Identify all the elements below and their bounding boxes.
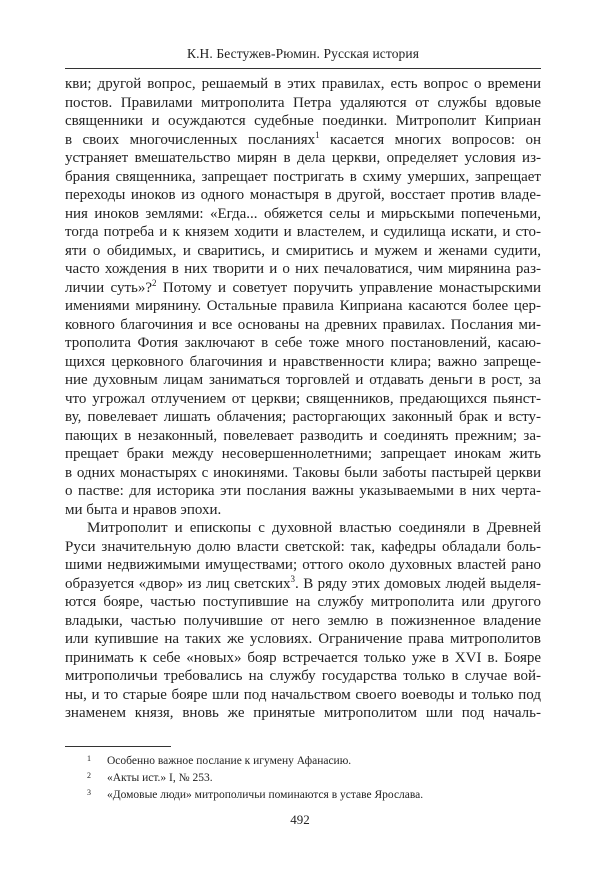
- text-line: ния иноков землями: «Егда... обяжется селы и мирьскыми попеченьми,: [65, 205, 541, 222]
- text-line: в одних монастырях с инокинями. Таковы были заботы пастырей церкви: [65, 464, 541, 481]
- text-line: переходы иноков из одного монастыря в другой, восстает против владе-: [65, 187, 541, 203]
- text-line: ковного благочиния и все основаны на древних правилах. Послания ми-: [65, 316, 541, 333]
- footnote: [65, 787, 541, 804]
- text-line: о пастве: для историка эти послания важны указываемыми в них черта-: [65, 483, 541, 499]
- footnote-number: 2: [87, 771, 91, 780]
- text-line: ны, и то старые бояре шли под начальством своего воеводы и только под: [65, 686, 541, 703]
- footnote-text: Особенно важное послание к игумену Афанасию.: [107, 755, 352, 767]
- text-line: митрополичьи требовались на службу государства только в случае вой-: [65, 668, 541, 684]
- footnote: [65, 770, 541, 787]
- text-line: образуется «двор» из лиц светских$^3$. В ряду этих домовых людей выделя-: [65, 573, 541, 592]
- footnote: [65, 753, 541, 770]
- text-line: ются бояре, частью поступившие на службу митрополита или другого: [65, 594, 541, 610]
- text-line: пающих в незаконный, повелевает разводить и соединять прежним; за-: [65, 427, 541, 444]
- text-line: брания священника, запрещает постригать в схиму умерших, запрещает: [65, 168, 541, 185]
- text-line: принимать к себе «новых» бояр встречается только уже в XVI в. Бояре: [65, 649, 541, 666]
- text-line: яти о обидимых, и сваритись, и смиритись и мужем и женами судити,: [65, 242, 541, 259]
- text-line: что угрожал отлучением от церкви; священников, предающихся пьянст-: [65, 390, 541, 407]
- running-header: К.Н. Бестужев-Рюмин. Русская история: [186, 46, 420, 61]
- text-line: в своих многочисленных посланиях$^1$ касается многих вопросов: он: [65, 129, 541, 148]
- text-line: Митрополит и епископы с духовной властью соединяли в Древней: [87, 520, 541, 536]
- text-line: тогда потреба и к князем ходити и властелем, и судилища искати, и сто-: [65, 224, 541, 240]
- text-line: трополита Фотия заключают в себе тоже много постановлений, касаю-: [65, 335, 541, 351]
- text-line: щихся церковного благочиния и нравственности клира; важно запреще-: [65, 353, 541, 370]
- text-line: ние духовным лицам заниматься торговлей и отдавать деньги в рост, за: [65, 372, 541, 388]
- text-line: часто хождения в них творити и о них печаловатися, чим мирянина раз-: [65, 261, 541, 277]
- text-line: или купившие на таких же условиях. Ограничение права митрополитов: [65, 631, 541, 647]
- text-line: шими недвижимыми имуществами; оттого около духовных властей рано: [65, 557, 541, 573]
- footnote-number: 1: [87, 754, 91, 763]
- header-rule: [65, 68, 541, 69]
- text-line: устраняет вмешательство мирян в дела церкви, определяет условия из-: [65, 150, 541, 166]
- footnotes: [65, 753, 541, 804]
- text-line: ву, повелевает лишать облачения; расторгающих законный брак и всту-: [65, 409, 541, 425]
- text-line: знаменем князя, вновь же принятые митрополитом шли под началь-: [65, 705, 541, 721]
- text-line: личии суть»?$^2$ Потому и советует поручить управление монастырскими: [65, 277, 542, 296]
- footnote-marker: 1: [315, 129, 320, 140]
- text-line: Руси значительную долю власти светской: так, кафедры обладали боль-: [65, 538, 541, 555]
- text-line: ми быта и нравов эпохи.: [65, 501, 222, 518]
- text-line: священники и осуждаются судебные поединки. Митрополит Киприан: [65, 113, 541, 129]
- footnote-marker: 3: [290, 573, 296, 584]
- text-line: имениями мирянину. Остальные правила Киприана касаются более цер-: [65, 298, 541, 314]
- footnote-marker: 2: [152, 277, 157, 288]
- text-line: владыки, частью получившие от него землю в пожизненное владение: [65, 612, 541, 629]
- footnote-text: «Домовые люди» митрополичьи поминаются в уставе Ярослава.: [107, 789, 424, 801]
- page-number: 492: [290, 812, 310, 827]
- footnote-text: «Акты ист.» I, № 253.: [107, 772, 213, 784]
- text-line: прещает браки между несовершеннолетними; запрещает инокам жить: [65, 446, 541, 462]
- text-line: кви; другой вопрос, решаемый в этих правилах, есть вопрос о времени: [65, 76, 541, 92]
- text-line: постов. Правилами митрополита Петра удаляются от службы вдовые: [65, 94, 541, 111]
- footnote-number: 3: [87, 788, 91, 797]
- footnote-rule: [65, 746, 171, 747]
- main-text: [65, 75, 541, 723]
